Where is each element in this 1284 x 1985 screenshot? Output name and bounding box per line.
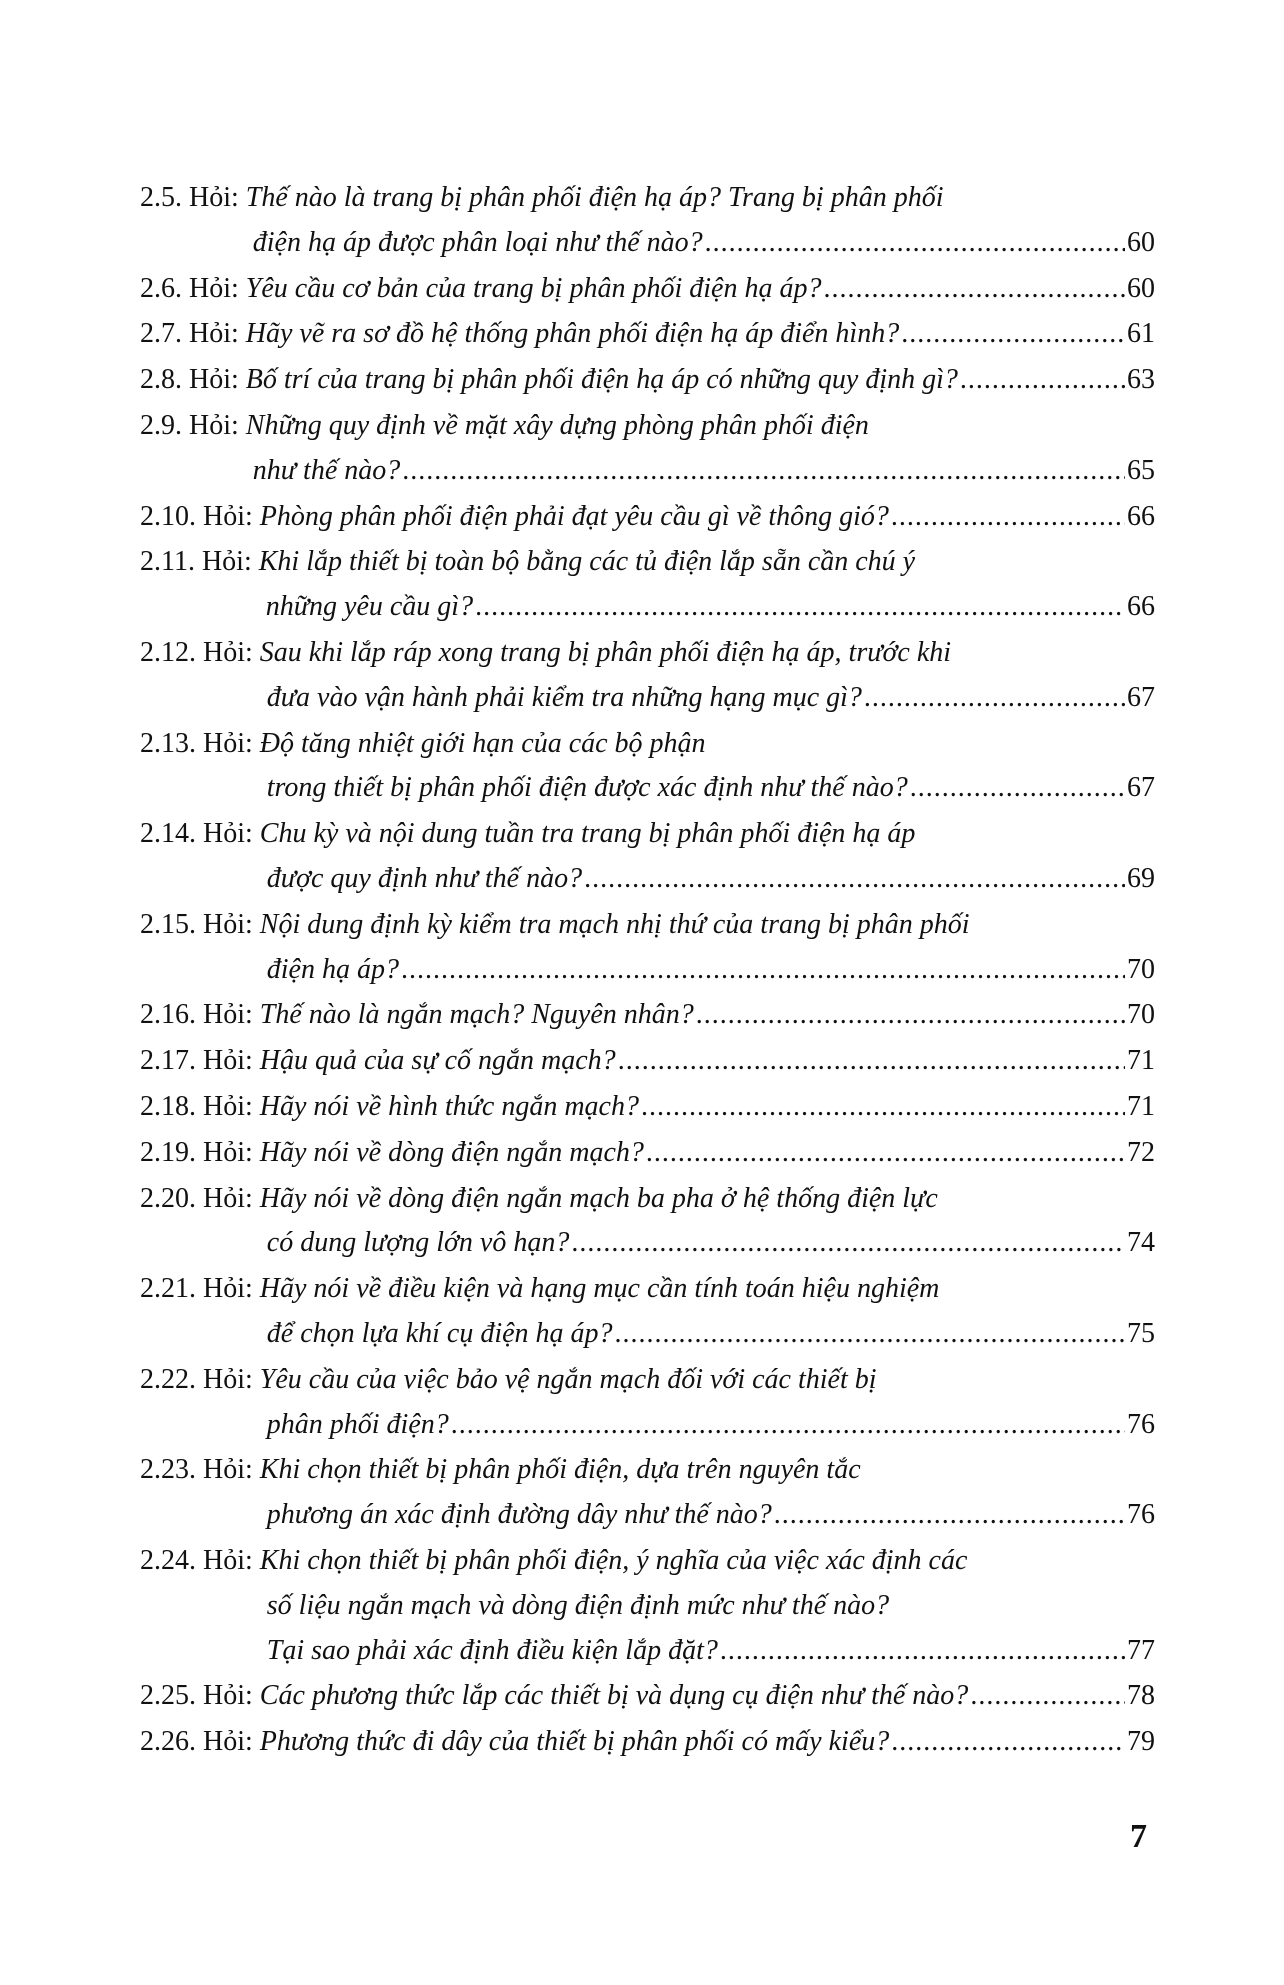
toc-entry-line (140, 1085, 1155, 1130)
toc-entry-question: Phương thức đi dây của thiết bị phân phối có mấy kiểu? (259, 1726, 890, 1758)
toc-entry-question: điện hạ áp? (266, 953, 399, 985)
dot-leader (970, 1674, 1125, 1719)
toc-entry-line (140, 857, 1155, 902)
toc-entry (140, 903, 1155, 993)
toc-entry-page: 66 (1127, 500, 1155, 532)
toc-entry-line (140, 267, 1155, 312)
toc-entry-question: Sau khi lắp ráp xong trang bị phân phối điện hạ áp, trước khi (259, 636, 952, 668)
toc-entry-number: 2.22. Hỏi: (140, 1363, 253, 1395)
toc-entry-page: 75 (1127, 1317, 1155, 1349)
toc-entry-page: 60 (1127, 226, 1155, 258)
toc-entry-line (140, 495, 1155, 540)
toc-entry-question: số liệu ngắn mạch và dòng điện định mức như thế nào? (266, 1589, 890, 1621)
toc-entry (140, 1539, 1155, 1673)
toc-entry (140, 1267, 1155, 1357)
dot-leader (720, 1629, 1125, 1674)
toc-entry (140, 1085, 1155, 1130)
toc-entry (140, 540, 1155, 630)
toc-entry-line (140, 358, 1155, 403)
dot-leader (641, 1085, 1125, 1130)
toc-entry-line (140, 766, 1155, 811)
toc-entry-line (140, 449, 1155, 494)
toc-entry (140, 1358, 1155, 1448)
toc-entry-line (140, 540, 1155, 585)
toc-entry-number: 2.20. Hỏi: (140, 1182, 253, 1214)
toc-entry (140, 993, 1155, 1038)
toc-entry-page: 61 (1127, 318, 1155, 350)
toc-entry-question: Hãy nói về dòng điện ngắn mạch ba pha ở hệ thống điện lực (259, 1182, 938, 1214)
toc-entry-number: 2.24. Hỏi: (140, 1544, 253, 1576)
toc-entry-number: 2.17. Hỏi: (140, 1045, 253, 1077)
table-of-contents (140, 176, 1155, 1766)
toc-entry (140, 1720, 1155, 1765)
toc-entry-number: 2.25. Hỏi: (140, 1680, 253, 1712)
toc-entry-number: 2.13. Hỏi: (140, 727, 253, 759)
toc-entry-question: Khi lắp thiết bị toàn bộ bằng các tủ điện lắp sẵn cần chú ý (258, 546, 916, 578)
toc-entry-number: 2.26. Hỏi: (140, 1726, 253, 1758)
toc-entry (140, 631, 1155, 721)
dot-leader (823, 267, 1125, 312)
toc-entry-line (140, 812, 1155, 857)
dot-leader (864, 676, 1125, 721)
dot-leader (774, 1493, 1125, 1538)
toc-entry-page: 60 (1127, 272, 1155, 304)
toc-entry-number: 2.11. Hỏi: (140, 546, 252, 578)
toc-entry-number: 2.19. Hỏi: (140, 1136, 253, 1168)
toc-entry (140, 358, 1155, 403)
toc-entry (140, 267, 1155, 312)
toc-entry-number: 2.15. Hỏi: (140, 908, 253, 940)
toc-entry-line (140, 1584, 1155, 1629)
toc-entry-question: Độ tăng nhiệt giới hạn của các bộ phận (259, 727, 706, 759)
toc-entry-line (140, 585, 1155, 630)
toc-entry-number: 2.18. Hỏi: (140, 1090, 253, 1122)
toc-entry-page: 70 (1127, 999, 1155, 1031)
toc-entry-line (140, 1493, 1155, 1538)
toc-entry-question: Các phương thức lắp các thiết bị và dụng cụ điện như thế nào? (259, 1680, 969, 1712)
toc-entry-line (140, 1267, 1155, 1312)
toc-entry-line (140, 631, 1155, 676)
toc-entry-question: Hậu quả của sự cố ngắn mạch? (259, 1045, 616, 1077)
toc-entry-number: 2.14. Hỏi: (140, 818, 253, 850)
toc-entry-number: 2.23. Hỏi: (140, 1454, 253, 1486)
toc-entry-page: 71 (1127, 1045, 1155, 1077)
dot-leader (901, 312, 1125, 357)
toc-entry-line (140, 948, 1155, 993)
toc-entry-line (140, 1358, 1155, 1403)
toc-entry-question: Phòng phân phối điện phải đạt yêu cầu gì về thông gió? (259, 500, 889, 532)
toc-entry-page: 67 (1127, 681, 1155, 713)
toc-entry-page: 67 (1127, 772, 1155, 804)
toc-entry-question: để chọn lựa khí cụ điện hạ áp? (266, 1317, 613, 1349)
toc-entry (140, 1039, 1155, 1084)
toc-entry-number: 2.8. Hỏi: (140, 364, 239, 396)
toc-entry-question: Bố trí của trang bị phân phối điện hạ áp có những quy định gì? (245, 364, 958, 396)
toc-entry-line (140, 221, 1155, 266)
toc-entry (140, 404, 1155, 494)
toc-entry-number: 2.10. Hỏi: (140, 500, 253, 532)
toc-entry (140, 312, 1155, 357)
toc-entry-line (140, 1221, 1155, 1266)
dot-leader (584, 857, 1125, 902)
toc-entry-line (140, 1177, 1155, 1222)
dot-leader (891, 495, 1125, 540)
page-number: 7 (1130, 1818, 1147, 1855)
toc-entry-number: 2.12. Hỏi: (140, 636, 253, 668)
toc-entry-line (140, 1403, 1155, 1448)
toc-entry-page: 66 (1127, 591, 1155, 623)
toc-entry-page: 71 (1127, 1090, 1155, 1122)
toc-entry-question: có dung lượng lớn vô hạn? (266, 1227, 570, 1259)
dot-leader (401, 948, 1125, 993)
toc-entry (140, 1177, 1155, 1267)
toc-entry-line (140, 1539, 1155, 1584)
dot-leader (960, 358, 1125, 403)
toc-entry-question: phân phối điện? (266, 1408, 449, 1440)
toc-entry-question: Hãy nói về dòng điện ngắn mạch? (259, 1136, 644, 1168)
dot-leader (571, 1221, 1125, 1266)
toc-entry-line (140, 404, 1155, 449)
toc-entry-page: 72 (1127, 1136, 1155, 1168)
toc-entry-line (140, 1312, 1155, 1357)
toc-entry-line (140, 1131, 1155, 1176)
toc-entry-line (140, 1720, 1155, 1765)
dot-leader (451, 1403, 1125, 1448)
toc-entry-page: 70 (1127, 953, 1155, 985)
toc-entry-question: Những quy định về mặt xây dựng phòng phân phối điện (245, 409, 869, 441)
toc-entry-question: Khi chọn thiết bị phân phối điện, ý nghĩa của việc xác định các (259, 1544, 968, 1576)
toc-entry (140, 722, 1155, 812)
toc-entry-question: Thế nào là ngắn mạch? Nguyên nhân? (259, 999, 694, 1031)
toc-entry-line (140, 312, 1155, 357)
toc-entry-page: 65 (1127, 454, 1155, 486)
toc-entry-number: 2.6. Hỏi: (140, 272, 239, 304)
toc-entry-number: 2.9. Hỏi: (140, 409, 239, 441)
toc-entry-question: Yêu cầu của việc bảo vệ ngắn mạch đối với các thiết bị (259, 1363, 877, 1395)
toc-entry-page: 63 (1127, 364, 1155, 396)
toc-entry-line (140, 1629, 1155, 1674)
toc-entry-page: 74 (1127, 1227, 1155, 1259)
toc-entry-line (140, 1039, 1155, 1084)
toc-entry-question: trong thiết bị phân phối điện được xác định như thế nào? (266, 772, 908, 804)
dot-leader (615, 1312, 1125, 1357)
toc-entry-question: phương án xác định đường dây như thế nào? (266, 1499, 772, 1531)
toc-entry-line (140, 176, 1155, 221)
toc-entry-question: Chu kỳ và nội dung tuần tra trang bị phân phối điện hạ áp (259, 818, 916, 850)
toc-entry (140, 1448, 1155, 1538)
toc-entry-question: Hãy vẽ ra sơ đồ hệ thống phân phối điện hạ áp điển hình? (245, 318, 900, 350)
toc-entry-page: 78 (1127, 1680, 1155, 1712)
toc-entry (140, 1131, 1155, 1176)
toc-entry-page: 76 (1127, 1408, 1155, 1440)
toc-entry-question: Tại sao phải xác định điều kiện lắp đặt? (266, 1634, 718, 1666)
dot-leader (705, 221, 1125, 266)
toc-entry (140, 1674, 1155, 1719)
toc-entry-page: 79 (1127, 1726, 1155, 1758)
toc-entry-line (140, 903, 1155, 948)
dot-leader (891, 1720, 1125, 1765)
toc-entry-question: như thế nào? (252, 454, 401, 486)
toc-entry-question: Thế nào là trang bị phân phối điện hạ áp? Trang bị phân phối (245, 182, 944, 213)
dot-leader (618, 1039, 1125, 1084)
toc-entry-question: điện hạ áp được phân loại như thế nào? (252, 226, 703, 258)
toc-entry-line (140, 676, 1155, 721)
toc-entry-question: được quy định như thế nào? (266, 862, 583, 894)
toc-entry-question: Hãy nói về điều kiện và hạng mục cần tính toán hiệu nghiệm (259, 1273, 940, 1305)
toc-entry-line (140, 993, 1155, 1038)
toc-entry-question: Yêu cầu cơ bản của trang bị phân phối điện hạ áp? (245, 272, 822, 304)
toc-entry-line (140, 1674, 1155, 1719)
toc-entry-question: Hãy nói về hình thức ngắn mạch? (259, 1090, 639, 1122)
toc-entry-page: 69 (1127, 862, 1155, 894)
toc-entry-page: 76 (1127, 1499, 1155, 1531)
toc-entry (140, 176, 1155, 266)
toc-entry (140, 495, 1155, 540)
toc-entry-number: 2.5. Hỏi: (140, 182, 239, 213)
dot-leader (646, 1131, 1125, 1176)
toc-entry-line (140, 722, 1155, 767)
toc-entry-number: 2.16. Hỏi: (140, 999, 253, 1031)
toc-entry-page: 77 (1127, 1634, 1155, 1666)
dot-leader (696, 993, 1125, 1038)
toc-entry-question: Nội dung định kỳ kiểm tra mạch nhị thứ của trang bị phân phối (259, 908, 970, 940)
toc-entry-question: đưa vào vận hành phải kiểm tra những hạng mục gì? (266, 681, 862, 713)
dot-leader (910, 766, 1125, 811)
toc-entry-line (140, 1448, 1155, 1493)
toc-entry-question: Khi chọn thiết bị phân phối điện, dựa trên nguyên tắc (259, 1454, 861, 1486)
toc-entry-question: những yêu cầu gì? (265, 591, 474, 623)
toc-entry-number: 2.21. Hỏi: (140, 1273, 253, 1305)
dot-leader (402, 449, 1125, 494)
toc-entry-number: 2.7. Hỏi: (140, 318, 239, 350)
dot-leader (475, 585, 1125, 630)
toc-entry (140, 812, 1155, 902)
